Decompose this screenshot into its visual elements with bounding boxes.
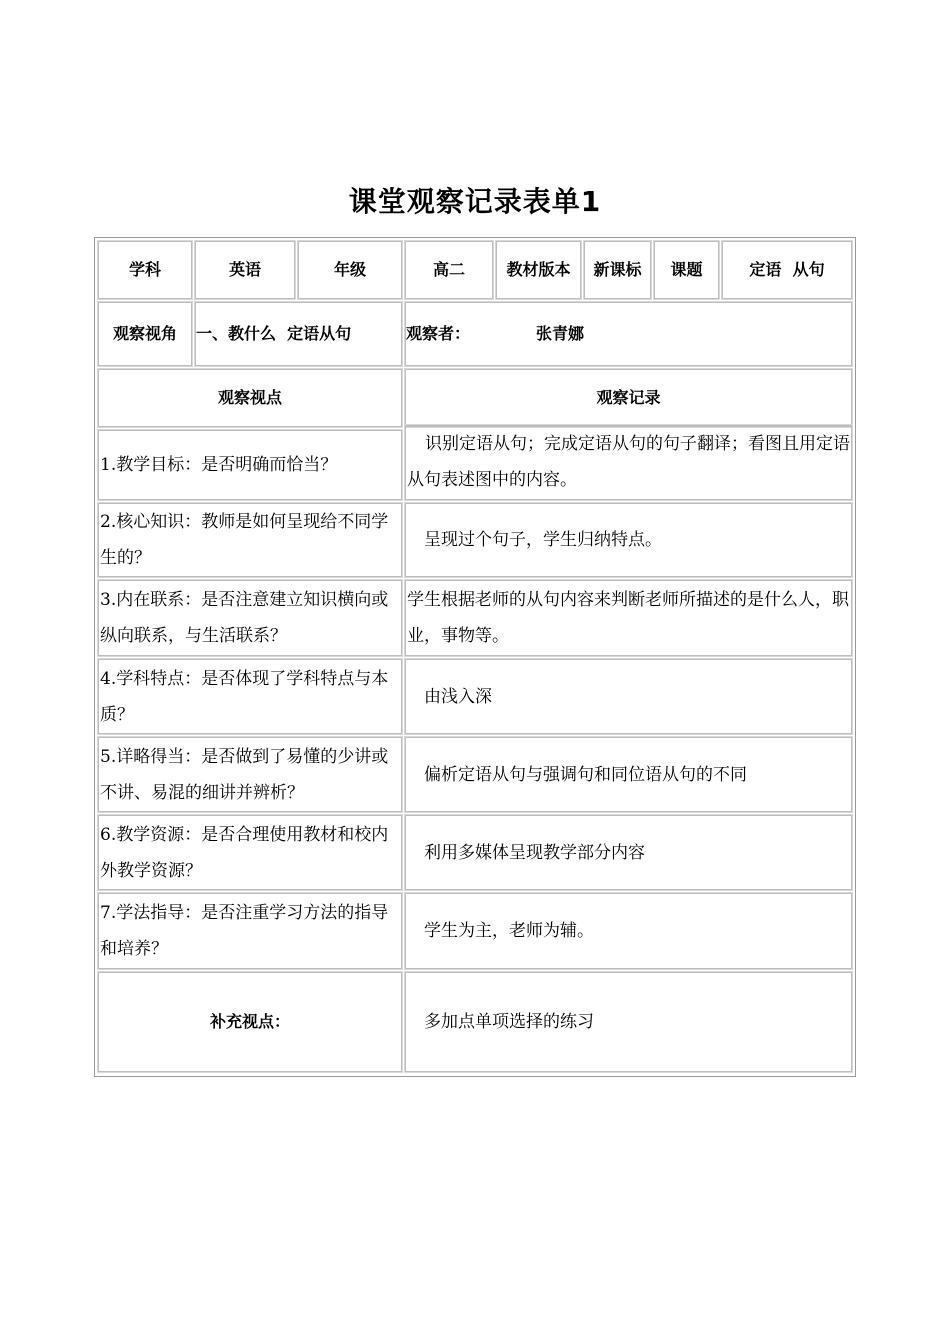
subject-label: 学科 (98, 241, 192, 299)
records-header: 观察记录 (405, 369, 852, 427)
point-7: 7.学法指导：是否注重学习方法的指导和培养？ (98, 893, 402, 969)
record-2: 呈现过个句子，学生归纳特点。 (405, 503, 852, 577)
observer-label: 观察者： (406, 324, 471, 343)
supplement-label: 补充视点： (98, 972, 402, 1072)
point-4: 4.学科特点：是否体现了学科特点与本质？ (98, 659, 402, 734)
textbook-label: 教材版本 (496, 241, 581, 299)
topic-value: 定语 从句 (722, 241, 852, 299)
record-4: 由浅入深 (405, 659, 852, 734)
point-1: 1.教学目标：是否明确而恰当？ (98, 430, 402, 500)
grade-label: 年级 (298, 241, 402, 299)
points-header: 观察视点 (98, 369, 402, 427)
textbook-value: 新课标 (584, 241, 651, 299)
subject-value: 英语 (195, 241, 295, 299)
record-1: 识别定语从句；完成定语从句的句子翻译；看图且用定语从句表述图中的内容。 (405, 425, 852, 500)
supplement-value: 多加点单项选择的练习 (405, 972, 852, 1072)
point-2: 2.核心知识：教师是如何呈现给不同学生的？ (98, 503, 402, 577)
point-6: 6.教学资源：是否合理使用教材和校内外教学资源？ (98, 815, 402, 890)
document-title: 课堂观察记录表单1 (348, 185, 602, 218)
point-3: 3.内在联系：是否注意建立知识横向或纵向联系，与生活联系？ (98, 580, 402, 656)
perspective-label: 观察视角 (98, 302, 192, 366)
observer-cell (405, 302, 852, 366)
grade-value: 高二 (405, 241, 493, 299)
point-5: 5.详略得当：是否做到了易懂的少讲或不讲、易混的细讲并辨析？ (98, 737, 402, 812)
observer-name: 张青娜 (536, 324, 585, 343)
record-6: 利用多媒体呈现教学部分内容 (405, 815, 852, 890)
record-5: 偏析定语从句与强调句和同位语从句的不同 (405, 737, 852, 812)
topic-label: 课题 (654, 241, 719, 299)
record-3: 学生根据老师的从句内容来判断老师所描述的是什么人，职业，事物等。 (405, 580, 852, 656)
record-7: 学生为主，老师为辅。 (405, 893, 852, 969)
perspective-value: 一、教什么 定语从句 (195, 302, 402, 366)
